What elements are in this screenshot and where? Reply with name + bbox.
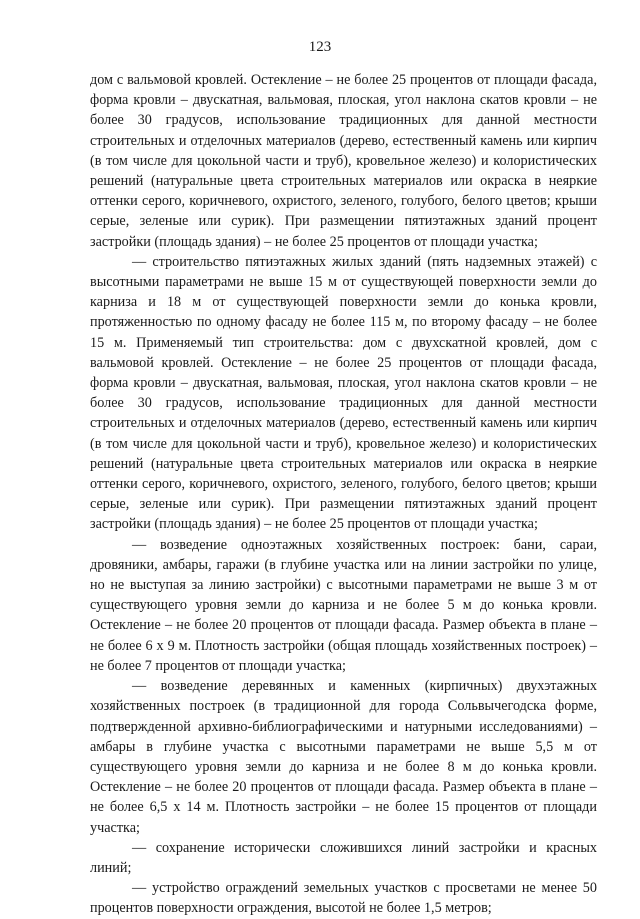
paragraph: — возведение одноэтажных хозяйственных построек: бани, сараи, дровяники, амбары, гаражи (в глубине участка или на линии застройки по улице, но не выступая за линию застройки) с высотными параметрами не выше 3 м от существующего уровня земли до карниза и не более 5 м до конька кровли. Остекление – не более 20 процентов от площади фасада. Размер объекта в плане – не более 6 х 9 м. Плотность застройки (общая площадь хозяйственных построек) – не более 7 процентов от площади участка;: [90, 536, 597, 674]
body-text: [90, 70, 597, 919]
paragraph: — строительство пятиэтажных жилых зданий (пять надземных этажей) с высотными параметрами не выше 15 м от существующей поверхности земли до карниза и 18 м от существующей поверхности земли до конька кровли, протяженностью по одному фасаду не более 115 м, по второму фасаду – не более 15 м. Применяемый тип строительства: дом с двухскатной кровлей, дом с вальмовой кровлей. Остекление – не более 25 процентов от площади фасада, форма кровли – двускатная, вальмовая, плоская, угол наклона скатов кровли – не более 30 градусов, использование традиционных для данной местности строительных и отделочных материалов (дерево, естественный камень или кирпич (в том числе для цокольной части и труб), кровельное железо) и колористических решений (натуральные цвета строительных материалов или окраска в неяркие оттенки серого, коричневого, охристого, зеленого, голубого, белого цветов; крыши серые, зеленые или сурик). При размещении пятиэтажных зданий процент застройки (площадь здания) – не более 25 процентов от площади участка;: [90, 253, 597, 533]
paragraph: — возведение деревянных и каменных (кирпичных) двухэтажных хозяйственных построек (в традиционной для города Сольвычегодска форме, подтвержденной архивно-библиографическими и натурными исследованиями) – амбары в глубине участка с высотными параметрами не выше 5,5 м от существующего уровня земли до карниза и не более 8 м до конька кровли. Остекление – не более 20 процентов от площади фасада. Размер объекта в плане – не более 6,5 х 14 м. Плотность застройки – не более 15 процентов от площади участка;: [90, 678, 597, 836]
page-number: 123: [308, 39, 332, 55]
paragraph: дом с вальмовой кровлей. Остекление – не более 25 процентов от площади фасада, форма кровли – двускатная, вальмовая, плоская, угол наклона скатов кровли – не более 30 градусов, использование традиционных для данной местности строительных и отделочных материалов (дерево, естественный камень или кирпич (в том числе для цокольной части и труб), кровельное железо) и колористических решений (натуральные цвета строительных материалов или окраска в неяркие оттенки серого, коричневого, охристого, зеленого, голубого, белого цветов; крыши серые, зеленые или сурик). При размещении пятиэтажных зданий процент застройки (площадь здания) – не более 25 процентов от площади участка;: [90, 72, 597, 250]
paragraph: — сохранение исторически сложившихся линий застройки и красных линий;: [90, 839, 597, 876]
paragraph: — устройство ограждений земельных участков с просветами не менее 50 процентов поверхности ограждения, высотой не более 1,5 метров;: [90, 880, 597, 917]
